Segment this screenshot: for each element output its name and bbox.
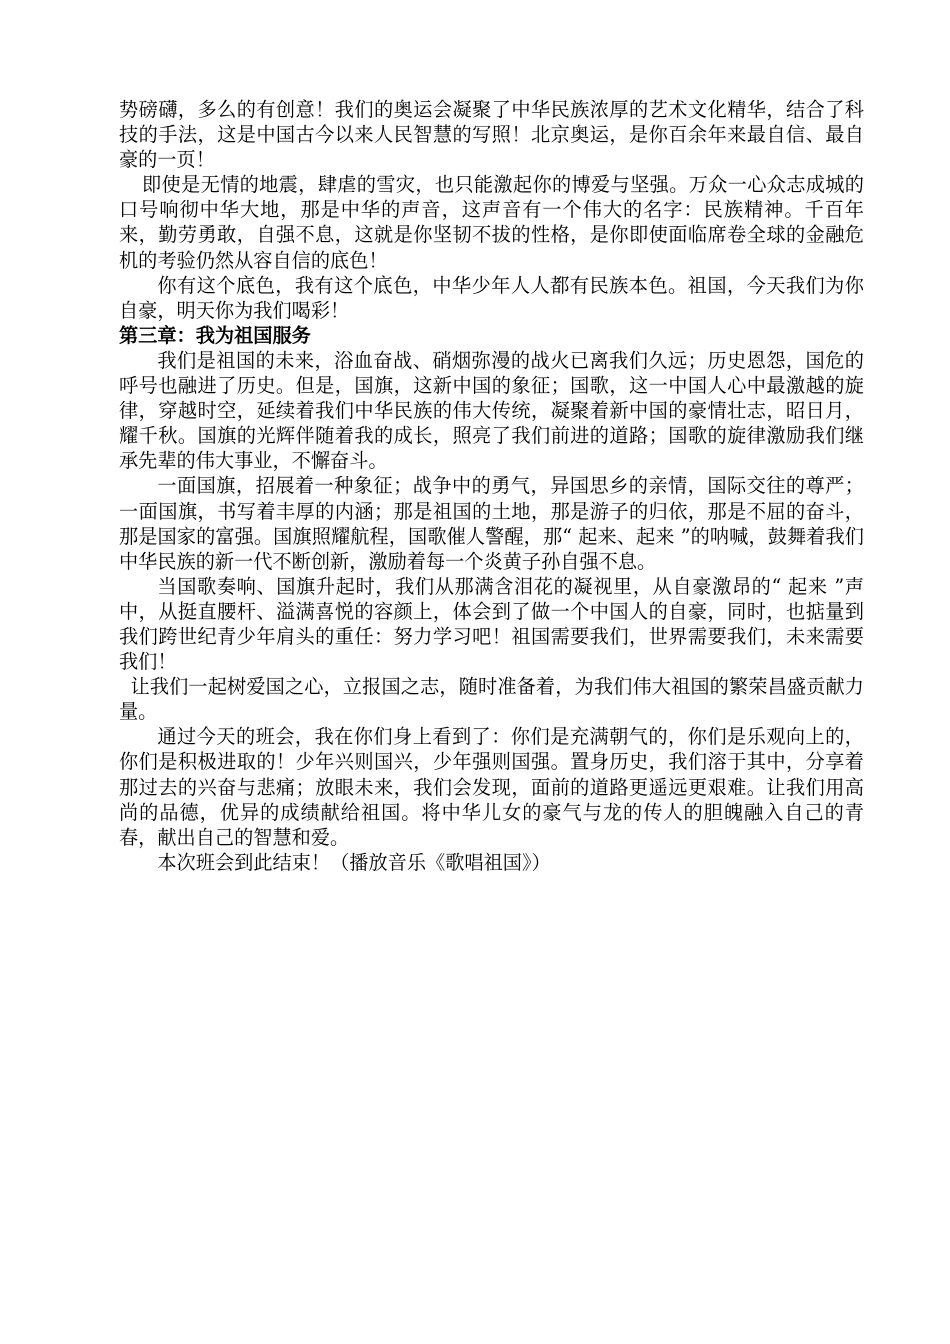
paragraph-future: 我们是祖国的未来，浴血奋战、硝烟弥漫的战火已离我们久远；历史恩怨，国危的呼号也融进了历史。但是，国旗，这新中国的象征；国歌，这一中国人心中最激越的旋律，穿越时空，延续着我们中华民族的伟大传统，凝聚着新中国的豪情壮志，昭日月，耀千秋。国旗的光辉伴随着我的成长，照亮了我们前进的道路；国歌的旋律激励我们继承先辈的伟大事业，不懈奋斗。 bbox=[119, 348, 864, 473]
document-body bbox=[119, 97, 864, 875]
paragraph-anthem: 当国歌奏响、国旗升起时，我们从那满含泪花的凝视里，从自豪激昂的“ 起来 ”声中，从挺直腰杆、溢满喜悦的容颜上，体会到了做一个中国人的自豪，同时，也掂量到我们跨世纪青少年肩头的重任：努力学习吧！祖国需要我们，世界需要我们，未来需要我们！ bbox=[119, 574, 864, 674]
paragraph-closing: 本次班会到此结束！（播放音乐《歌唱祖国》） bbox=[157, 850, 551, 874]
paragraph-olympics: 势磅礴，多么的有创意！我们的奥运会凝聚了中华民族浓厚的艺术文化精华，结合了科技的手法，这是中国古今以来人民智慧的写照！北京奥运，是你百余年来最自信、最自豪的一页！ bbox=[119, 98, 864, 172]
paragraph-flag: 一面国旗，招展着一种象征；战争中的勇气，异国思乡的亲情，国际交往的尊严；一面国旗，书写着丰厚的内涵；那是祖国的土地，那是游子的归依，那是不屈的奋斗，那是国家的富强。国旗照耀航程，国歌催人警醒，那“ 起来、起来 ”的呐喊，鼓舞着我们中华民族的新一代不断创新，激励着每一个炎黄子孙自强不息。 bbox=[119, 474, 864, 573]
paragraph-background-color: 你有这个底色，我有这个底色，中华少年人人都有民族本色。祖国，今天我们为你自豪，明天你为我们喝彩！ bbox=[119, 273, 864, 322]
paragraph-patriotism: 让我们一起树爱国之心，立报国之志，随时准备着，为我们伟大祖国的繁荣昌盛贡献力量。 bbox=[119, 675, 864, 724]
paragraph-class-meeting: 通过今天的班会，我在你们身上看到了：你们是充满朝气的，你们是乐观向上的，你们是积极进取的！少年兴则国兴，少年强则国强。置身历史，我们溶于其中，分享着那过去的兴奋与悲痛；放眼未来，我们会发现，面前的道路更遥远更艰难。让我们用高尚的品德，优异的成绩献给祖国。将中华儿女的豪气与龙的传人的胆魄融入自己的青春，献出自己的智慧和爱。 bbox=[119, 725, 864, 849]
paragraph-earthquake: 即使是无情的地震，肆虐的雪灾，也只能激起你的博爱与坚强。万众一心众志成城的口号响彻中华大地，那是中华的声音，这声音有一个伟大的名字：民族精神。千百年来，勤劳勇敢，自强不息，这就是你坚韧不拔的性格，是你即使面临席卷全球的金融危机的考验仍然从容自信的底色！ bbox=[119, 173, 864, 272]
chapter-heading: 第三章：我为祖国服务 bbox=[119, 323, 311, 347]
